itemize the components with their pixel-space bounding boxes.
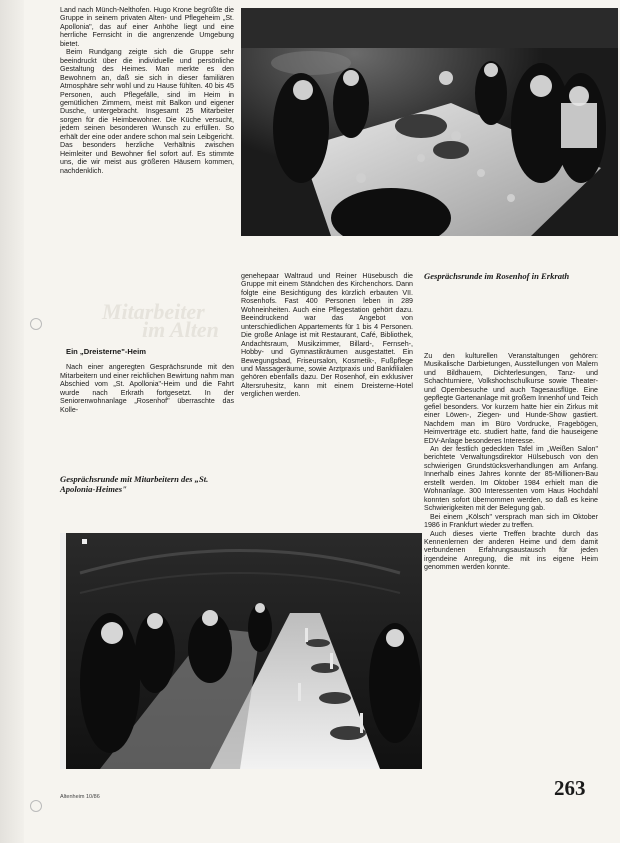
paragraph: Land nach Münch-Nelthofen. Hugo Krone begrüßte die Gruppe in seinem privaten Alten- und Pflegeheim „St. Apollonia", das auf einer Anhöhe liegt und eine herrliche Fernsicht in die angrenzende Umgebung bietet.: [60, 6, 234, 48]
paragraph: Zu den kulturellen Veranstaltungen gehören: Musikalische Darbietungen, Ausstellungen von Malern und Bildhauern, Dichterlesungen, Tanz- und Schachturniere, Volkshochschulkurse sowie Theater- und Opernbesuche und auch Tagesausflüge. Eine gepflegte Gartenanlage mit großem Innenhof und Teich gefiel besonders. Vor kurzem hatte hier ein Zirkus mit einer Löwen-, Ziegen- und Hunde-Show gastiert. Nachdem man im Büro Vordrucke, Fragebögen, Heimverträge etc. studiert hatte, fand die hauseigene EDV-Anlage besonderes Interesse.: [424, 352, 598, 445]
column-1-bottom: [60, 348, 234, 414]
paragraph: Nach einer angeregten Gesprächsrunde mit den Mitarbeitern und einer reichlichen Bewirtung nahm man Abschied vom „St. Apollonia"-Heim und die Fahrt wurde nach Erkrath fortgesetzt. In der Seniorenwohnanlage „Rosenhof" überraschte das Kolle-: [60, 363, 234, 414]
paragraph: Beim Rundgang zeigte sich die Gruppe sehr beeindruckt über die individuelle und persönliche Gestaltung des Heimes. Man merkte es den Bewohnern an, daß sie sich in dieser familiären Atmosphäre sehr wohl und zu Hause fühlten. 40 bis 45 Personen, auch Pflegefälle, sind im Heim in gemütlichen Zimmern, meist mit Balkon und eigener Dusche, untergebracht. Insgesamt 25 Mitarbeiter sorgen für die Heimbewohner. Die Küche versucht, jedem seinen besonderen Wunsch zu erfüllen. So erhält der eine oder andere schon mal sein Leibgericht. Das besonders herzliche Verhältnis zwischen Heimleiter und Bewohner fiel sofort auf. Es stimmte uns, die wir meist aus größeren Häusern kommen, nachdenklich.: [60, 48, 234, 175]
photo-banquet-rosenhof-image: [241, 8, 618, 236]
registration-mark: [30, 318, 42, 330]
section-heading: Ein „Dreisterne"-Heim: [66, 347, 146, 356]
page-number: 263: [554, 776, 586, 800]
photo-banquet-rosenhof: [241, 8, 618, 236]
magazine-page: [24, 0, 620, 843]
paragraph: Auch dieses vierte Treffen brachte durch das Kennenlernen der anderen Heime und dem damit verbundenen Erfahrungsaustausch für jeden irgendeine Anregung, die mit ins eigene Heim genommen werden konnte.: [424, 529, 598, 572]
show-through-text: Mitarbeiter: [102, 299, 205, 324]
column-3: [424, 352, 598, 572]
paragraph: genehepaar Waltraud und Reiner Hüsebusch die Gruppe mit einem Ständchen des Kirchenchors. Dann folgte eine Besichtigung des kürzlich erbauten VII. Rosenhofs. Fast 400 Personen leben in 289 Wohneinheiten. Auch eine Pflegestation gehört dazu. Beeindruckend war das Angebot von unterschiedlichen Appartements für 1 bis 4 Personen. Die große Anlage ist mit Restaurant, Café, Bibliothek, Andachtsraum, Musikzimmer, Billard-, Fernseh-, Hobby- und Gymnastikräumen ausgestattet. Ein Bewegungsbad, Friseursalon, Kosmetik-, Fußpflege und Massageräume, sowie Arztpraxis und Bankfilialen gehören ebenfalls dazu. Der Rosenhof, ein exklusiver Altersruhesitz, kann mit einem Dreisterne-Hotel verglichen werden.: [241, 272, 413, 399]
column-2: [241, 272, 413, 399]
photo-long-table-dinner: [60, 533, 422, 769]
footer-note: Altenheim 10/86: [60, 794, 100, 800]
photo-long-table-dinner-image: [60, 533, 422, 769]
photo-caption: Gesprächsrunde mit Mitarbeitern des „St. Apolonia-Heimes": [60, 474, 209, 494]
paragraph: An der festlich gedeckten Tafel im „Weißen Salon" berichtete Verwaltungsdirektor Hülsebusch von den schwierigen Grundstücksverhandlungen am Anfang. Innerhalb eines Jahres konnte der 85-Millionen-Bau erstellt werden. Im Oktober 1984 erhielt man die Wohnanlage. 300 Interessenten vom Haus Hochdahl konnten sofort übernommen werden, so daß es keine Schwierigkeiten mit der Belegung gab.: [424, 444, 598, 513]
column-1-top: [60, 6, 234, 175]
paragraph: Bei einem „Kölsch" versprach man sich im Oktober 1986 in Frankfurt wieder zu treffen.: [424, 512, 598, 530]
scan-edge: [0, 0, 24, 843]
photo-caption: Gesprächsrunde im Rosenhof in Erkrath: [424, 271, 570, 281]
show-through-text: im Alten: [142, 317, 219, 342]
registration-mark: [30, 800, 42, 812]
